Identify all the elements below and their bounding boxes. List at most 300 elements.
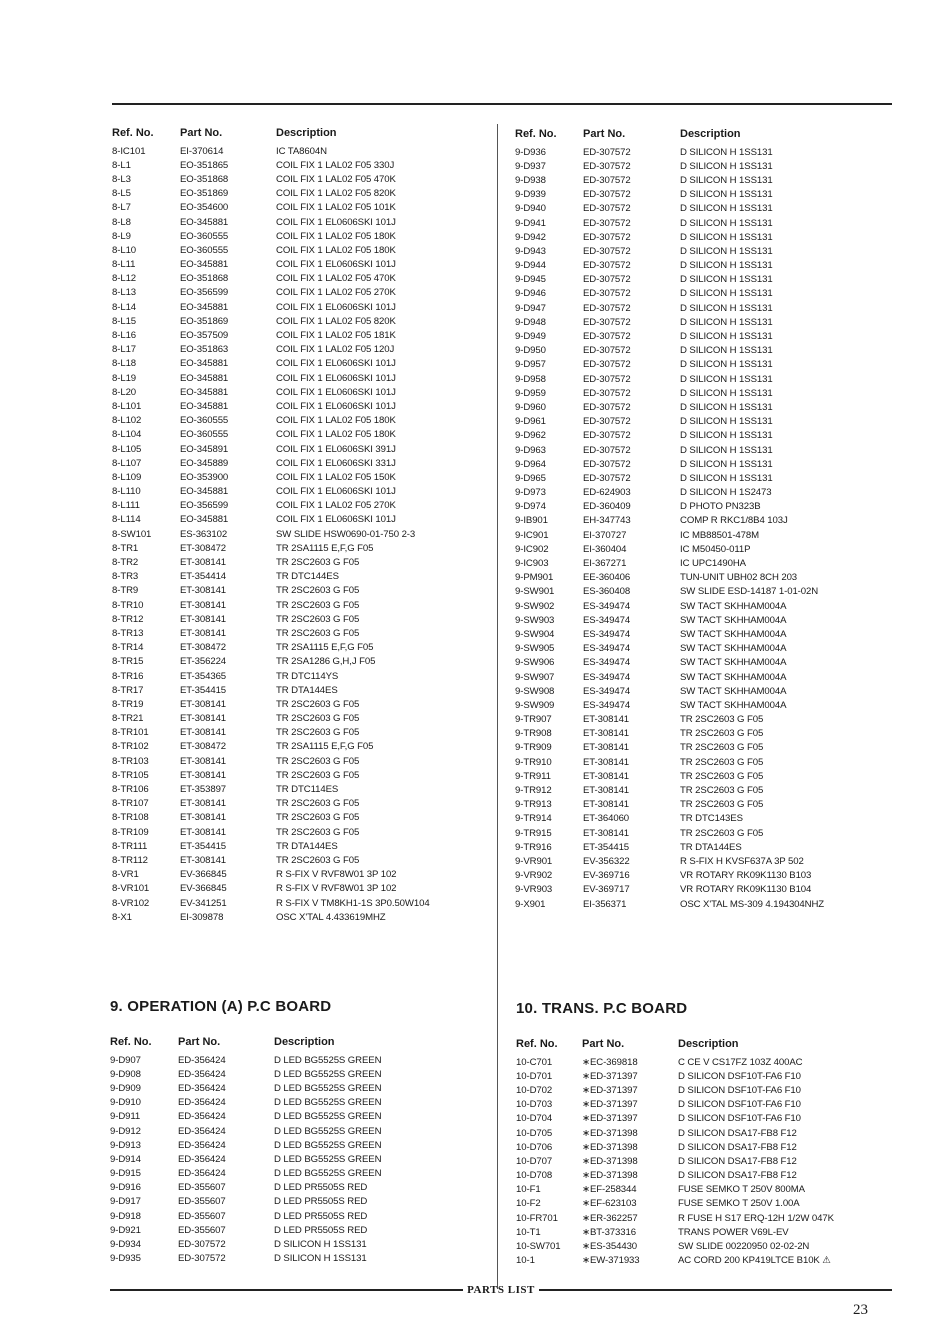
table-row (112, 314, 492, 328)
description-cell: D SILICON DSA17-FB8 F12 (678, 1127, 797, 1139)
part-no-cell: ED-356424 (178, 1168, 226, 1180)
part-no-cell: ET-308141 (583, 770, 630, 782)
ref-no-cell: 9-D936 (515, 146, 546, 158)
description-cell: D SILICON H 1SS131 (680, 302, 773, 314)
part-no-cell: ∗ED-371398 (582, 1127, 638, 1139)
table-row (112, 740, 492, 754)
table-row (112, 300, 492, 314)
table-row (515, 769, 892, 783)
part-no-cell: ET-354415 (583, 841, 630, 853)
footer-rule-left (110, 1289, 463, 1291)
ref-no-cell: 9-IC903 (515, 558, 549, 570)
description-cell: COIL FIX 1 EL0606SKI 331J (276, 457, 396, 469)
description-cell: D LED PR5505S RED (274, 1210, 368, 1222)
part-no-cell: ∗ER-362257 (582, 1212, 638, 1224)
description-cell: SW TACT SKHHAM004A (680, 657, 787, 669)
ref-no-cell: 9-TR916 (515, 841, 552, 853)
part-no-cell: ED-307572 (583, 444, 631, 456)
part-no-cell: ET-308141 (180, 812, 227, 824)
description-cell: D SILICON H 1SS131 (680, 387, 773, 399)
part-no-cell: EO-345881 (180, 386, 229, 398)
part-no-cell: ED-307572 (178, 1253, 226, 1265)
ref-no-cell: 9-D908 (110, 1068, 141, 1080)
description-cell: R FUSE H S17 ERQ-12H 1/2W 047K (678, 1212, 834, 1224)
ref-no-cell: 10-D707 (516, 1155, 553, 1167)
part-no-cell: ED-307572 (583, 302, 631, 314)
part-no-cell: ET-308472 (180, 542, 227, 554)
description-cell: TR 2SC2603 G F05 (680, 785, 764, 797)
description-cell: D SILICON H 1SS131 (680, 359, 773, 371)
table-row (515, 854, 892, 868)
table-row (112, 641, 492, 655)
table-row (112, 428, 492, 442)
ref-no-cell: 8-L9 (112, 230, 131, 242)
description-cell: FUSE SEMKO T 250V 1.00A (678, 1198, 800, 1210)
table-row (112, 853, 492, 867)
part-no-cell: ED-307572 (583, 373, 631, 385)
part-no-cell: ED-307572 (583, 472, 631, 484)
description-cell: TR 2SA1115 E,F,G F05 (276, 741, 374, 753)
table-row (112, 910, 492, 924)
footer (110, 1280, 892, 1300)
part-no-cell: EI-356371 (583, 898, 627, 910)
part-no-cell: ED-307572 (583, 231, 631, 243)
ref-no-cell: 9-D959 (515, 387, 546, 399)
description-cell: COIL FIX 1 LAL02 F05 820K (276, 188, 396, 200)
ref-no-cell: 9-IB901 (515, 515, 548, 527)
ref-no-cell: 10-D702 (516, 1084, 553, 1096)
table-row (515, 188, 892, 202)
ref-no-cell: 8-TR19 (112, 698, 144, 710)
part-no-header: Part No. (180, 127, 223, 139)
ref-no-cell: 9-D912 (110, 1125, 141, 1137)
ref-no-cell: 9-VR902 (515, 870, 553, 882)
ref-no-cell: 9-TR911 (515, 770, 551, 782)
description-cell: COIL FIX 1 LAL02 F05 180K (276, 429, 396, 441)
ref-no-cell: 9-D909 (110, 1082, 141, 1094)
description-cell: TR 2SC2603 G F05 (680, 728, 764, 740)
part-no-cell: ES-360408 (583, 586, 631, 598)
description-cell: COIL FIX 1 EL0606SKI 101J (276, 400, 396, 412)
table-row (112, 768, 492, 782)
part-no-header: Part No. (582, 1038, 625, 1050)
description-cell: SW SLIDE HSW0690-01-750 2-3 (276, 528, 416, 540)
table-row (515, 642, 892, 656)
description-cell: TRANS POWER V69L-EV (678, 1226, 789, 1238)
ref-no-cell: 8-L105 (112, 443, 142, 455)
table-row (515, 585, 892, 599)
description-cell: TR 2SA1115 E,F,G F05 (276, 642, 374, 654)
table-row (515, 755, 892, 769)
table-row (110, 1053, 490, 1067)
ref-no-cell: 9-D973 (515, 487, 546, 499)
description-cell: SW TACT SKHHAM004A (680, 685, 787, 697)
table-row (112, 371, 492, 385)
part-no-cell: ED-355607 (178, 1224, 226, 1236)
part-no-cell: ES-363102 (180, 528, 228, 540)
description-cell: COIL FIX 1 LAL02 F05 470K (276, 173, 396, 185)
description-cell: D SILICON H 1SS131 (680, 288, 773, 300)
description-cell: TR 2SC2603 G F05 (680, 799, 764, 811)
part-no-cell: ∗ED-371397 (582, 1113, 638, 1125)
description-cell: D SILICON H 1S2473 (680, 487, 772, 499)
ref-no-cell: 8-L110 (112, 486, 141, 498)
part-no-cell: ES-349474 (583, 643, 631, 655)
description-cell: D SILICON H 1SS131 (680, 231, 773, 243)
ref-no-cell: 8-L109 (112, 471, 142, 483)
part-no-cell: EO-345881 (180, 400, 229, 412)
ref-no-cell: 9-D960 (515, 401, 546, 413)
part-no-cell: ∗EC-369818 (582, 1056, 638, 1068)
part-no-cell: ED-307572 (583, 359, 631, 371)
description-cell: D SILICON H 1SS131 (680, 274, 773, 286)
part-no-cell: ET-308141 (180, 613, 227, 625)
description-cell: COIL FIX 1 LAL02 F05 101K (276, 202, 396, 214)
description-cell: TR DTC114ES (276, 784, 339, 796)
table-row (112, 655, 492, 669)
ref-no-cell: 8-TR2 (112, 557, 139, 569)
ref-no-cell: 8-L18 (112, 358, 137, 370)
description-cell: COIL FIX 1 LAL02 F05 330J (276, 159, 395, 171)
description-header: Description (274, 1036, 335, 1048)
table-row (112, 825, 492, 839)
description-cell: TR 2SC2603 G F05 (276, 713, 360, 725)
ref-no-cell: 9-D957 (515, 359, 546, 371)
ref-no-cell: 8-TR106 (112, 784, 149, 796)
table-row (110, 1223, 490, 1237)
part-no-cell: ED-356424 (178, 1097, 226, 1109)
description-cell: D SILICON H 1SS131 (680, 416, 773, 428)
table-row (516, 1154, 892, 1168)
table-row (112, 754, 492, 768)
part-no-cell: ∗BT-373316 (582, 1226, 636, 1238)
ref-no-cell: 10-F1 (516, 1184, 541, 1196)
description-cell: D SILICON H 1SS131 (274, 1239, 367, 1251)
table-row (515, 684, 892, 698)
ref-no-cell: 10-1 (516, 1255, 535, 1267)
description-cell: D SILICON DSA17-FB8 F12 (678, 1155, 797, 1167)
ref-no-cell: 9-D934 (110, 1239, 141, 1251)
ref-no-cell: 8-TR17 (112, 684, 144, 696)
description-cell: TR 2SC2603 G F05 (276, 854, 360, 866)
part-no-cell: EO-345881 (180, 372, 229, 384)
table-row (112, 328, 492, 342)
part-no-cell: ET-308141 (583, 785, 630, 797)
part-no-cell: ES-349474 (583, 699, 631, 711)
description-cell: D LED BG5525S GREEN (274, 1139, 382, 1151)
description-cell: IC M50450-011P (680, 543, 751, 555)
description-cell: VR ROTARY RK09K1130 B104 (680, 884, 812, 896)
part-no-cell: ED-307572 (583, 387, 631, 399)
description-header: Description (680, 128, 741, 140)
part-no-cell: EV-369717 (583, 884, 630, 896)
part-no-cell: ED-355607 (178, 1210, 226, 1222)
ref-no-cell: 8-L13 (112, 287, 137, 299)
ref-no-cell: 9-D950 (515, 345, 546, 357)
table-row (112, 172, 492, 186)
ref-no-header: Ref. No. (516, 1038, 558, 1050)
part-no-cell: ET-308141 (583, 728, 630, 740)
part-no-cell: EO-360555 (180, 415, 229, 427)
description-cell: COIL FIX 1 EL0606SKI 101J (276, 358, 396, 370)
table-row (515, 400, 892, 414)
ref-no-cell: 9-D944 (515, 260, 546, 272)
description-cell: D SILICON DSA17-FB8 F12 (678, 1141, 797, 1153)
table-row (515, 727, 892, 741)
ref-no-cell: 9-SW908 (515, 685, 555, 697)
ref-no-cell: 8-L111 (112, 500, 140, 512)
ref-no-cell: 9-TR909 (515, 742, 552, 754)
ref-no-cell: 8-VR101 (112, 883, 150, 895)
description-cell: SW TACT SKHHAM004A (680, 614, 787, 626)
part-no-cell: ET-364060 (583, 813, 630, 825)
ref-no-cell: 9-D945 (515, 274, 546, 286)
description-cell: D SILICON H 1SS131 (680, 472, 773, 484)
table-row (112, 272, 492, 286)
ref-no-cell: 8-TR9 (112, 585, 139, 597)
part-no-cell: ET-308141 (180, 585, 227, 597)
part-no-cell: ED-356424 (178, 1153, 226, 1165)
ref-no-cell: 9-D942 (515, 231, 546, 243)
table-row (110, 1067, 490, 1081)
table-row (110, 1195, 490, 1209)
part-no-cell: ∗ED-371398 (582, 1170, 638, 1182)
ref-no-cell: 9-D941 (515, 217, 546, 229)
description-cell: D SILICON DSF10T-FA6 F10 (678, 1099, 801, 1111)
top-rule (112, 103, 892, 105)
part-no-cell: ED-307572 (583, 274, 631, 286)
part-no-cell: EV-366845 (180, 883, 227, 895)
description-cell: TR 2SC2603 G F05 (276, 755, 360, 767)
table-row (110, 1096, 490, 1110)
ref-no-cell: 8-L10 (112, 244, 137, 256)
description-cell: SW TACT SKHHAM004A (680, 600, 787, 612)
table-row (112, 584, 492, 598)
description-cell: COIL FIX 1 EL0606SKI 101J (276, 301, 396, 313)
ref-no-cell: 9-D940 (515, 203, 546, 215)
table-row (112, 868, 492, 882)
ref-no-cell: 9-VR903 (515, 884, 553, 896)
section-10-title: 10. TRANS. P.C BOARD (516, 1000, 688, 1017)
table-row (515, 500, 892, 514)
ref-no-cell: 10-F2 (516, 1198, 541, 1210)
part-no-cell: EI-370727 (583, 529, 627, 541)
part-no-cell: EO-351869 (180, 188, 229, 200)
part-no-cell: EO-354600 (180, 202, 229, 214)
part-no-cell: ED-360409 (583, 501, 631, 513)
ref-no-cell: 8-L15 (112, 315, 137, 327)
table-row (112, 527, 492, 541)
part-no-cell: EV-366845 (180, 869, 227, 881)
description-cell: COIL FIX 1 LAL02 F05 270K (276, 500, 396, 512)
part-no-cell: ES-349474 (583, 628, 631, 640)
description-cell: SW TACT SKHHAM004A (680, 699, 787, 711)
table-header (110, 1031, 490, 1053)
table-row (515, 783, 892, 797)
ref-no-cell: 9-D918 (110, 1210, 141, 1222)
ref-no-cell: 8-TR3 (112, 571, 139, 583)
part-no-cell: ET-308141 (180, 798, 227, 810)
table-row (515, 244, 892, 258)
description-cell: COIL FIX 1 LAL02 F05 150K (276, 471, 396, 483)
description-cell: TR 2SC2603 G F05 (276, 727, 360, 739)
table-row (515, 202, 892, 216)
table-row (515, 145, 892, 159)
table-row (515, 713, 892, 727)
description-cell: TR 2SC2603 G F05 (276, 798, 360, 810)
description-cell: COIL FIX 1 LAL02 F05 270K (276, 287, 396, 299)
part-no-cell: ∗ED-371397 (582, 1070, 638, 1082)
part-no-cell: EE-360406 (583, 572, 631, 584)
part-no-cell: EV-341251 (180, 897, 227, 909)
ref-no-cell: 10-D704 (516, 1113, 553, 1125)
ref-no-cell: 9-SW907 (515, 671, 555, 683)
table-row (515, 613, 892, 627)
ref-no-cell: 9-D961 (515, 416, 546, 428)
table-row (515, 358, 892, 372)
part-no-cell: ∗EF-258344 (582, 1184, 637, 1196)
table-row (112, 470, 492, 484)
description-cell: D LED BG5525S GREEN (274, 1054, 382, 1066)
part-no-cell: ED-307572 (583, 189, 631, 201)
description-cell: COIL FIX 1 LAL02 F05 180K (276, 415, 396, 427)
table-row (516, 1083, 892, 1097)
description-cell: TR 2SC2603 G F05 (276, 698, 360, 710)
table-row (515, 372, 892, 386)
description-cell: D SILICON H 1SS131 (680, 217, 773, 229)
description-cell: TR 2SC2603 G F05 (276, 769, 360, 781)
ref-no-cell: 10-C701 (516, 1056, 553, 1068)
part-no-cell: ED-307572 (583, 146, 631, 158)
part-no-cell: ED-356424 (178, 1125, 226, 1137)
part-no-cell: ∗ED-371397 (582, 1084, 638, 1096)
part-no-cell: EO-351868 (180, 173, 229, 185)
ref-no-cell: 9-TR915 (515, 827, 552, 839)
ref-no-cell: 10-SW701 (516, 1241, 561, 1253)
part-no-cell: ∗ED-371397 (582, 1099, 638, 1111)
description-cell: VR ROTARY RK09K1130 B103 (680, 870, 812, 882)
table-row (110, 1252, 490, 1266)
description-cell: D SILICON DSF10T-FA6 F10 (678, 1113, 801, 1125)
description-cell: D SILICON H 1SS131 (680, 316, 773, 328)
description-cell: D SILICON DSF10T-FA6 F10 (678, 1084, 801, 1096)
part-no-cell: ET-354365 (180, 670, 227, 682)
ref-no-header: Ref. No. (110, 1036, 152, 1048)
description-cell: D SILICON H 1SS131 (680, 401, 773, 413)
description-cell: D SILICON DSF10T-FA6 F10 (678, 1070, 801, 1082)
description-cell: D LED BG5525S GREEN (274, 1168, 382, 1180)
table-row (112, 343, 492, 357)
table-header (516, 1033, 892, 1055)
description-cell: D SILICON H 1SS131 (680, 373, 773, 385)
part-no-cell: EO-351863 (180, 344, 229, 356)
ref-no-header: Ref. No. (515, 128, 557, 140)
part-no-cell: ED-307572 (583, 174, 631, 186)
ref-no-cell: 9-D947 (515, 302, 546, 314)
table-row (516, 1055, 892, 1069)
ref-no-cell: 9-D943 (515, 245, 546, 257)
part-no-cell: EI-367271 (583, 558, 627, 570)
table-row (515, 514, 892, 528)
description-cell: TR DTA144ES (680, 841, 742, 853)
part-no-cell: ED-356424 (178, 1111, 226, 1123)
description-cell: AC CORD 200 KP419LTCE B10K ⚠ (678, 1255, 831, 1267)
parts-table-right (515, 123, 892, 911)
table-row (515, 457, 892, 471)
table-row (516, 1069, 892, 1083)
table-row (515, 415, 892, 429)
part-no-cell: ED-307572 (583, 430, 631, 442)
description-cell: D LED PR5505S RED (274, 1182, 368, 1194)
part-no-cell: ET-308472 (180, 741, 227, 753)
table-row (516, 1183, 892, 1197)
ref-no-cell: 9-D914 (110, 1153, 141, 1165)
table-row (515, 216, 892, 230)
description-cell: D SILICON H 1SS131 (680, 245, 773, 257)
table-row (112, 385, 492, 399)
part-no-cell: ET-308141 (583, 756, 630, 768)
part-no-cell: ∗EW-371933 (582, 1255, 640, 1267)
part-no-cell: ET-308141 (180, 599, 227, 611)
part-no-cell: ET-354414 (180, 571, 227, 583)
table-row (112, 258, 492, 272)
table-row (515, 869, 892, 883)
description-cell: TUN-UNIT UBH02 8CH 203 (680, 572, 798, 584)
table-row (515, 599, 892, 613)
table-row (112, 456, 492, 470)
ref-no-cell: 10-D706 (516, 1141, 553, 1153)
ref-no-cell: 8-TR1 (112, 542, 139, 554)
column-divider (497, 124, 498, 1289)
ref-no-cell: 8-L14 (112, 301, 137, 313)
description-cell: C CE V CS17FZ 103Z 400AC (678, 1056, 803, 1068)
table-row (515, 429, 892, 443)
table-row (515, 656, 892, 670)
table-row (112, 570, 492, 584)
description-header: Description (678, 1038, 739, 1050)
table-row (112, 215, 492, 229)
table-row (515, 230, 892, 244)
table-row (112, 612, 492, 626)
ref-no-cell: 9-D962 (515, 430, 546, 442)
ref-no-cell: 8-L101 (112, 400, 142, 412)
table-row (112, 243, 492, 257)
part-no-cell: ED-307572 (583, 316, 631, 328)
description-cell: D SILICON H 1SS131 (680, 174, 773, 186)
description-cell: TR 2SC2603 G F05 (680, 827, 764, 839)
part-no-header: Part No. (178, 1036, 221, 1048)
table-row (516, 1225, 892, 1239)
ref-no-cell: 10-D705 (516, 1127, 553, 1139)
description-cell: TR DTC114YS (276, 670, 339, 682)
ref-no-cell: 8-TR15 (112, 656, 144, 668)
part-no-cell: ET-354415 (180, 840, 227, 852)
ref-no-cell: 8-TR101 (112, 727, 149, 739)
description-cell: SW SLIDE 00220950 02-02-2N (678, 1241, 810, 1253)
table-row (515, 315, 892, 329)
part-no-cell: ED-307572 (583, 245, 631, 257)
part-no-cell: ED-624903 (583, 487, 631, 499)
ref-no-cell: 8-L107 (112, 457, 142, 469)
ref-no-cell: 8-L8 (112, 216, 131, 228)
description-cell: COMP R RKC1/8B4 103J (680, 515, 788, 527)
table-row (110, 1237, 490, 1251)
description-cell: D SILICON DSA17-FB8 F12 (678, 1170, 797, 1182)
ref-no-cell: 8-L16 (112, 330, 137, 342)
description-cell: OSC X'TAL 4.433619MHZ (276, 911, 386, 923)
part-no-header: Part No. (583, 128, 626, 140)
part-no-cell: ET-308141 (180, 854, 227, 866)
